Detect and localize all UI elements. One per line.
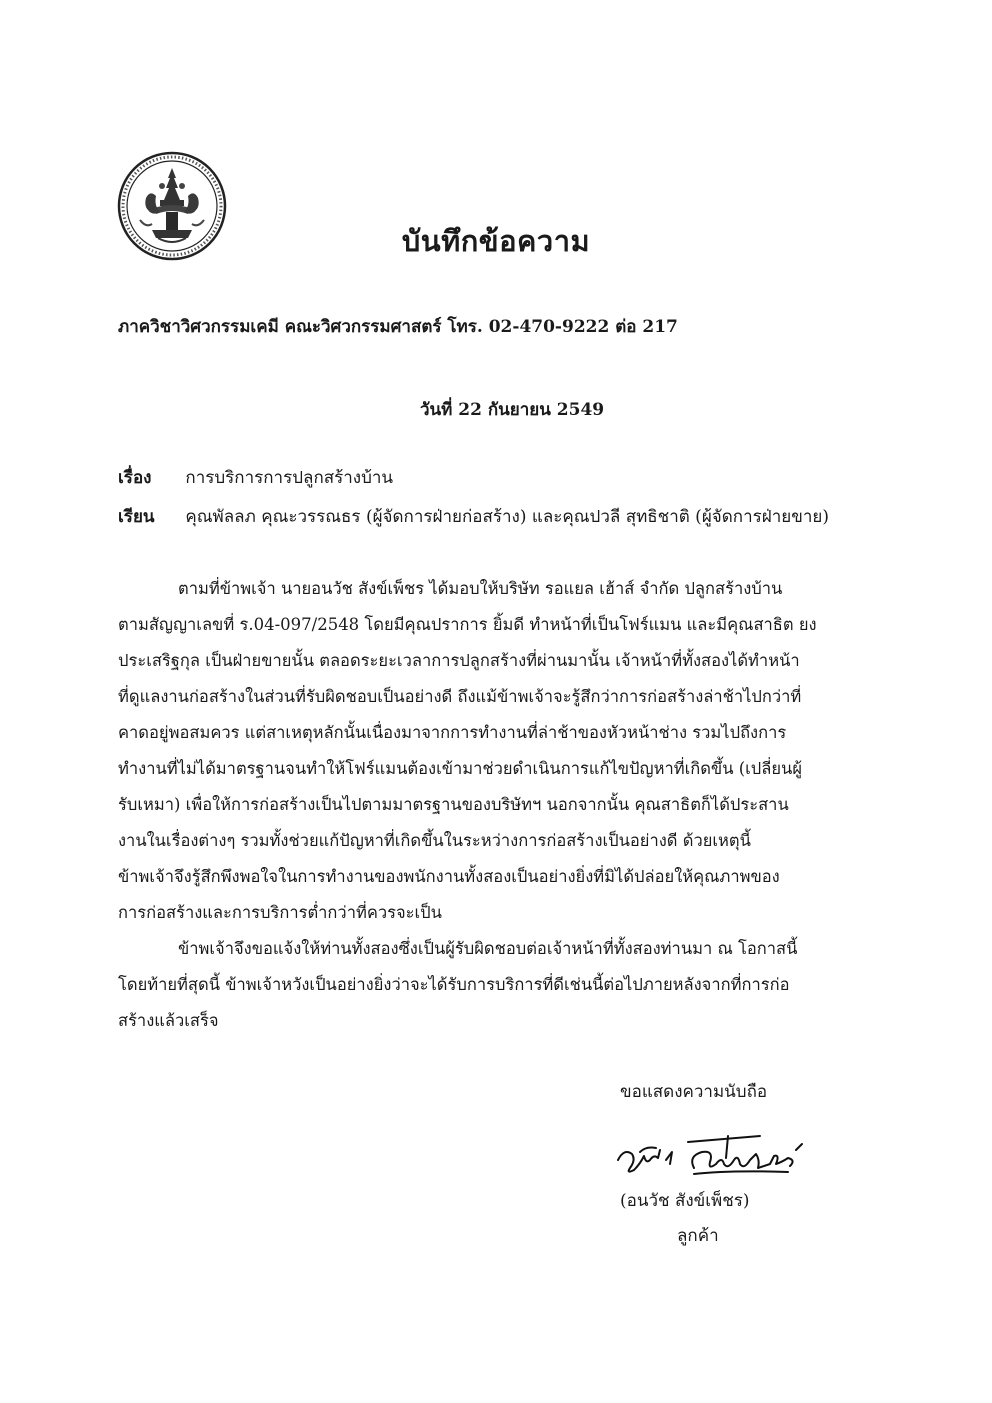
body-line: รับเหมา) เพื่อให้การก่อสร้างเป็นไปตามมาตรฐานของบริษัทฯ นอกจากนั้น คุณสาธิตก็ได้ประสาน xyxy=(118,795,789,814)
recipient-row xyxy=(118,503,829,530)
subject-row xyxy=(118,464,393,491)
body-line: ประเสริฐกุล เป็นฝ่ายขายนั้น ตลอดระยะเวลาการปลูกสร้างที่ผ่านมานั้น เจ้าหน้าที่ทั้งสองได้ทำหน้า xyxy=(118,651,800,670)
body-line: คาดอยู่พอสมควร แต่สาเหตุหลักนั้นเนื่องมาจากการทำงานที่ล่าช้าของหัวหน้าช่าง รวมไปถึงการ xyxy=(118,723,787,742)
body-line: ที่ดูแลงานก่อสร้างในส่วนที่รับผิดชอบเป็นอย่างดี ถึงแม้ข้าพเจ้าจะรู้สึกว่าการก่อสร้างล่าช้าไปกว่าที่ xyxy=(118,687,802,706)
recipient-label: เรียน xyxy=(118,507,155,527)
signature-mark xyxy=(610,1130,810,1186)
recipient-value: คุณพัลลภ คุณะวรรณธร (ผู้จัดการฝ่ายก่อสร้าง) และคุณปวลี สุทธิชาติ (ผู้จัดการฝ่ายขาย) xyxy=(185,507,829,527)
body-line: ตามสัญญาเลขที่ ร.04-097/2548 โดยมีคุณปราการ ยิ้มดี ทำหน้าที่เป็นโฟร์แมน และมีคุณสาธิต ยง xyxy=(118,615,817,634)
document-title: บันทึกข้อความ xyxy=(401,224,591,258)
body-line: ทำงานที่ไม่ได้มาตรฐานจนทำให้โฟร์แมนต้องเข้ามาช่วยดำเนินการแก้ไขปัญหาที่เกิดขึ้น (เปลี่ยนผู้ xyxy=(118,759,803,778)
body-line: งานในเรื่องต่างๆ รวมทั้งช่วยแก้ปัญหาที่เกิดขึ้นในระหว่างการก่อสร้างเป็นอย่างดี ด้วยเหตุนี้ xyxy=(118,831,751,850)
body-line: ข้าพเจ้าจึงขอแจ้งให้ท่านทั้งสองซึ่งเป็นผู้รับผิดชอบต่อเจ้าหน้าที่ทั้งสองท่านมา ณ โอกาสนี้ xyxy=(178,939,798,958)
subject-value: การบริการการปลูกสร้างบ้าน xyxy=(185,468,394,488)
body-line: ตามที่ข้าพเจ้า นายอนวัช สังข์เพ็ชร ได้มอบให้บริษัท รอแยล เฮ้าส์ จำกัด ปลูกสร้างบ้าน xyxy=(178,579,783,598)
signer-name: (อนวัช สังข์เพ็ชร) xyxy=(620,1191,750,1211)
subject-label: เรื่อง xyxy=(118,468,152,488)
closing-salutation: ขอแสดงความนับถือ xyxy=(620,1082,768,1102)
document-date: วันที่ 22 กันยายน 2549 xyxy=(420,400,605,420)
body-line: โดยท้ายที่สุดนี้ ข้าพเจ้าหวังเป็นอย่างยิ่งว่าจะได้รับการบริการที่ดีเช่นนี้ต่อไปภายหลังจากที่การก่อ xyxy=(118,975,790,994)
letter-body xyxy=(118,571,878,1039)
body-line: การก่อสร้างและการบริการต่ำกว่าที่ควรจะเป็น xyxy=(118,903,442,922)
body-line: ข้าพเจ้าจึงรู้สึกพึงพอใจในการทำงานของพนักงานทั้งสองเป็นอย่างยิ่งที่มิได้ปล่อยให้คุณภาพของ xyxy=(118,867,780,886)
signer-role: ลูกค้า xyxy=(677,1226,719,1246)
department-line: ภาควิชาวิศวกรรมเคมี คณะวิศวกรรมศาสตร์ โทร. 02-470-9222 ต่อ 217 xyxy=(118,317,678,337)
body-line: สร้างแล้วเสร็จ xyxy=(118,1011,219,1030)
